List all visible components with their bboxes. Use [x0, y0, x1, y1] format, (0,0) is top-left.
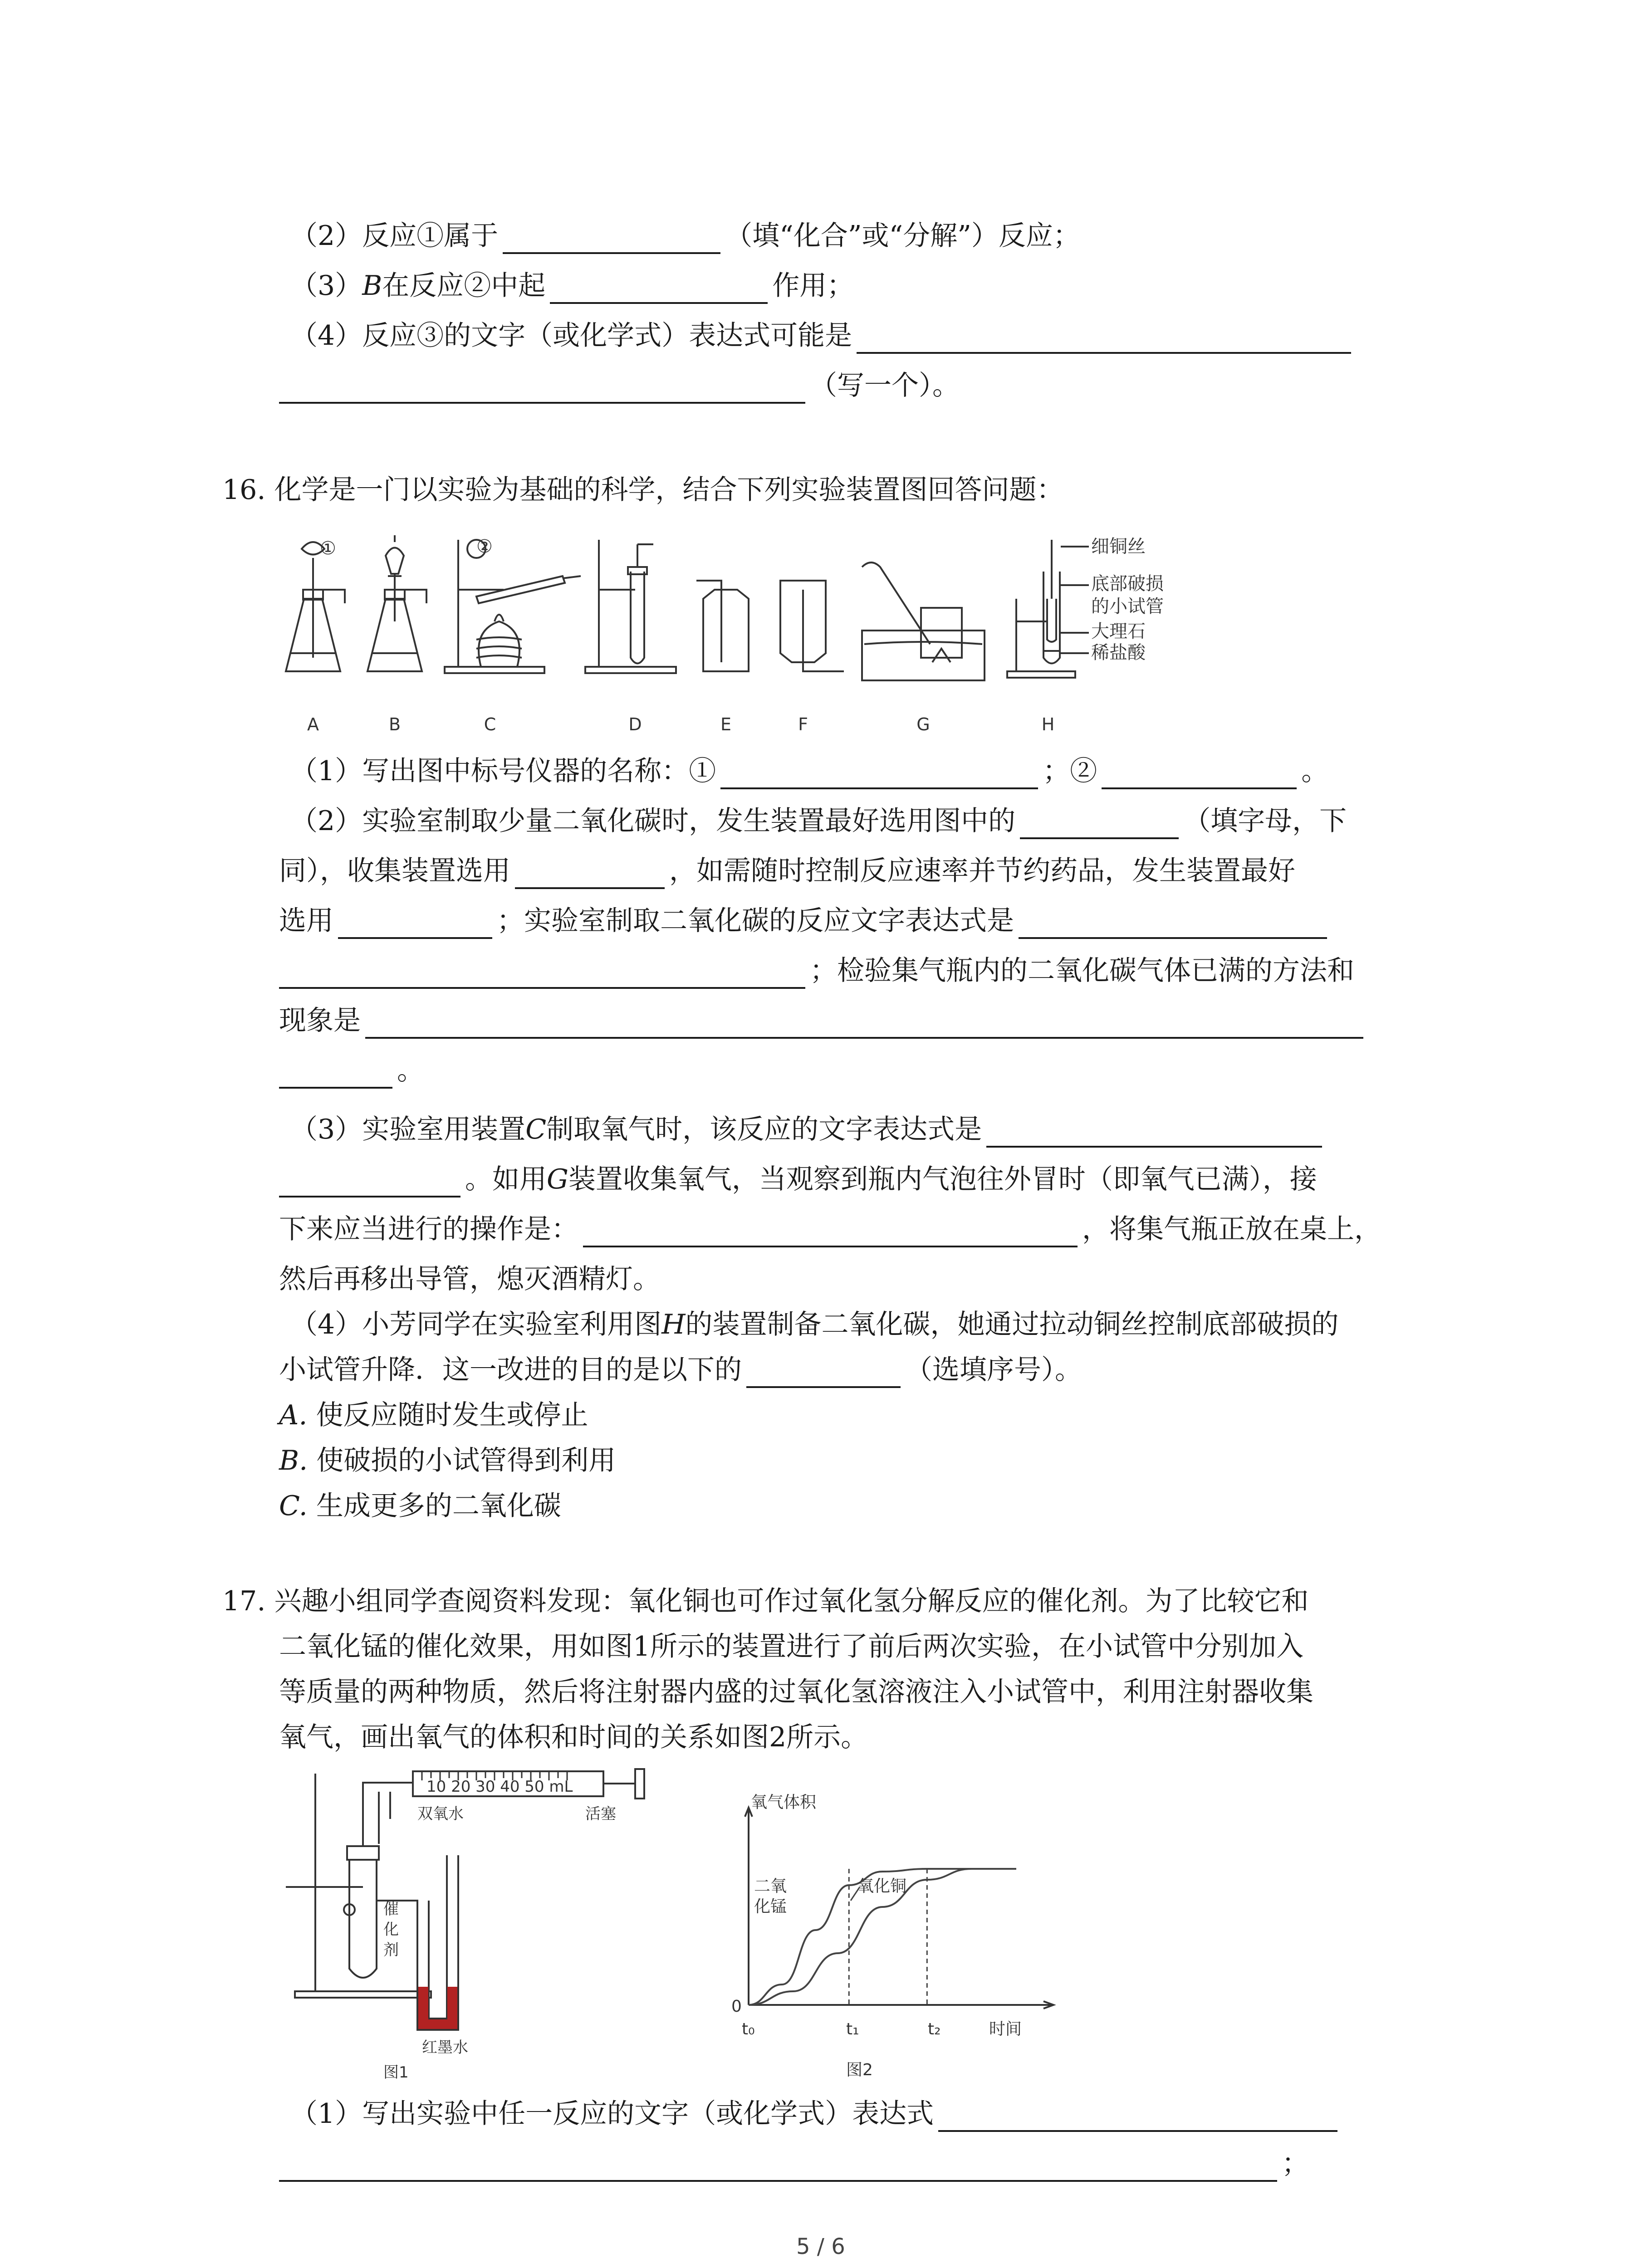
circle-two-label: ② [476, 536, 493, 557]
series-label-mno2-1: 二氧 [754, 1877, 787, 1896]
apparatus-letter: D [628, 714, 642, 734]
chart-origin: 0 [731, 1997, 742, 2016]
label-catalyst-2: 化 [383, 1921, 399, 1939]
answer-blank[interactable] [515, 857, 665, 889]
apparatus-letter: A [307, 714, 319, 734]
answer-blank[interactable] [583, 1216, 1078, 1247]
q16-part3-line1: （3）实验室用装置C制取氧气时，该反应的文字表达式是 [290, 1111, 1327, 1148]
apparatus-letter: E [720, 714, 732, 734]
q16-part2-line5: 现象是 [279, 1002, 1368, 1039]
chart-tick-t0: t₀ [742, 2020, 755, 2038]
apparatus-g [862, 562, 985, 680]
answer-blank[interactable] [365, 1007, 1363, 1039]
q16-part2-line2: 同），收集装置选用 ，如需随时控制反应速率并节约药品，发生装置最好 [279, 853, 1295, 889]
q16-part1: （1）写出图中标号仪器的名称：① ；② 。 [290, 753, 1328, 789]
q17-part1-line2: ； [279, 2146, 1309, 2182]
chart-tick-t2: t₂ [928, 2020, 941, 2038]
apparatus-letter: G [916, 714, 930, 734]
apparatus-f [780, 581, 844, 671]
answer-blank[interactable] [938, 2100, 1337, 2132]
h-label-wire: 细铜丝 [1091, 536, 1146, 557]
answer-blank[interactable] [857, 322, 1351, 354]
q16-option-a: A. 使反应随时发生或停止 [279, 1399, 588, 1431]
apparatus-d [585, 540, 676, 673]
q16-part2-line3: 选用 ；实验室制取二氧化碳的反应文字表达式是 [279, 903, 1332, 939]
red-ink-liquid [418, 1987, 457, 2029]
q16-option-c: C. 生成更多的二氧化碳 [279, 1490, 561, 1522]
label-red-ink: 红墨水 [422, 2038, 468, 2057]
q15-part4-line2: （写一个）。 [279, 367, 960, 404]
answer-blank[interactable] [720, 758, 1038, 789]
answer-blank[interactable] [1102, 758, 1297, 789]
series-label-mno2-2: 化锰 [754, 1897, 787, 1916]
apparatus-e [696, 581, 749, 671]
label-piston: 活塞 [585, 1805, 616, 1823]
apparatus-h [1007, 540, 1089, 678]
h-label-acid: 稀盐酸 [1091, 642, 1146, 663]
q16-part2-line4: ；检验集气瓶内的二氧化碳气体已满的方法和 [279, 953, 1354, 989]
apparatus-c [445, 540, 581, 673]
chart-xlabel: 时间 [989, 2020, 1022, 2038]
h-label-broken: 底部破损 [1091, 573, 1164, 594]
q16-stem: 16. 化学是一门以实验为基础的科学，结合下列实验装置图回答问题： [222, 474, 1064, 506]
q17-stem-line3: 等质量的两种物质，然后将注射器内盛的过氧化氢溶液注入小试管中，利用注射器收集 [279, 1676, 1313, 1708]
answer-blank[interactable] [503, 222, 720, 254]
h-label-marble: 大理石 [1091, 621, 1146, 642]
answer-blank[interactable] [279, 1057, 392, 1089]
answer-blank[interactable] [1020, 807, 1179, 839]
h-label-tube: 的小试管 [1091, 596, 1164, 617]
chart-tick-t1: t₁ [846, 2020, 859, 2038]
q16-part4-line1: （4）小芳同学在实验室利用图H的装置制备二氧化碳，她通过拉动铜丝控制底部破损的 [290, 1309, 1339, 1340]
apparatus-letter: H [1041, 714, 1055, 734]
apparatus-letter: F [798, 714, 808, 734]
apparatus-letter: B [388, 714, 401, 734]
answer-blank[interactable] [279, 2150, 1277, 2182]
q16-part3-line2: 。如用G装置收集氧气，当观察到瓶内气泡往外冒时（即氧气已满），接 [279, 1161, 1317, 1198]
q17-stem-line4: 氧气，画出氧气的体积和时间的关系如图2所示。 [279, 1721, 868, 1753]
syringe-scale: 10 20 30 40 50 mL [426, 1778, 573, 1796]
q17-part1: （1）写出实验中任一反应的文字（或化学式）表达式 [290, 2096, 1342, 2132]
answer-blank[interactable] [279, 957, 805, 989]
q16-apparatus-figure [277, 531, 1166, 748]
q16-part4-line2: 小试管升降．这一改进的目的是以下的 （选填序号）。 [279, 1352, 1082, 1388]
q16-option-b: B. 使破损的小试管得到利用 [279, 1445, 616, 1476]
figure2-caption: 图2 [846, 2061, 873, 2079]
chart-ylabel: 氧气体积 [751, 1793, 817, 1812]
label-catalyst-1: 催 [383, 1900, 399, 1918]
circle-one-label: ① [320, 538, 336, 559]
label-catalyst-3: 剂 [383, 1941, 399, 1959]
answer-blank[interactable] [986, 1116, 1322, 1148]
label-h2o2: 双氧水 [417, 1805, 464, 1823]
answer-blank[interactable] [1019, 907, 1327, 939]
q17-figure1 [272, 1765, 681, 2082]
apparatus-letter: C [484, 714, 496, 734]
answer-blank[interactable] [746, 1356, 901, 1388]
q17-stem-line2: 二氧化锰的催化效果，用如图1所示的装置进行了前后两次实验，在小试管中分别加入 [279, 1631, 1304, 1662]
q16-part3-line3: 下来应当进行的操作是： ，将集气瓶正放在桌上， [279, 1211, 1381, 1247]
q15-part2: （2）反应①属于 （填“化合”或“分解”）反应； [290, 218, 1080, 254]
answer-blank[interactable] [279, 1166, 460, 1198]
q16-part3-line4: 然后再移出导管，熄灭酒精灯。 [279, 1263, 660, 1295]
apparatus-b [367, 535, 426, 671]
answer-blank[interactable] [338, 907, 492, 939]
q16-part2-line1: （2）实验室制取少量二氧化碳时，发生装置最好选用图中的 （填字母，下 [290, 803, 1347, 839]
answer-blank[interactable] [279, 372, 805, 404]
q16-part2-line6: 。 [279, 1052, 424, 1089]
apparatus-a [286, 542, 345, 671]
answer-blank[interactable] [550, 272, 768, 304]
q17-stem-line1: 17. 兴趣小组同学查阅资料发现：氧化铜也可作过氧化氢分解反应的催化剂。为了比较它和 [222, 1585, 1309, 1617]
page-number: 5 / 6 [796, 2234, 845, 2259]
figure1-caption: 图1 [383, 2063, 409, 2082]
q15-part3: （3）B在反应②中起 作用； [290, 268, 854, 304]
q17-figure2-chart [726, 1787, 1071, 2087]
q15-part4: （4）反应③的文字（或化学式）表达式可能是 [290, 318, 1356, 354]
series-label-cuo: 氧化铜 [857, 1877, 907, 1896]
